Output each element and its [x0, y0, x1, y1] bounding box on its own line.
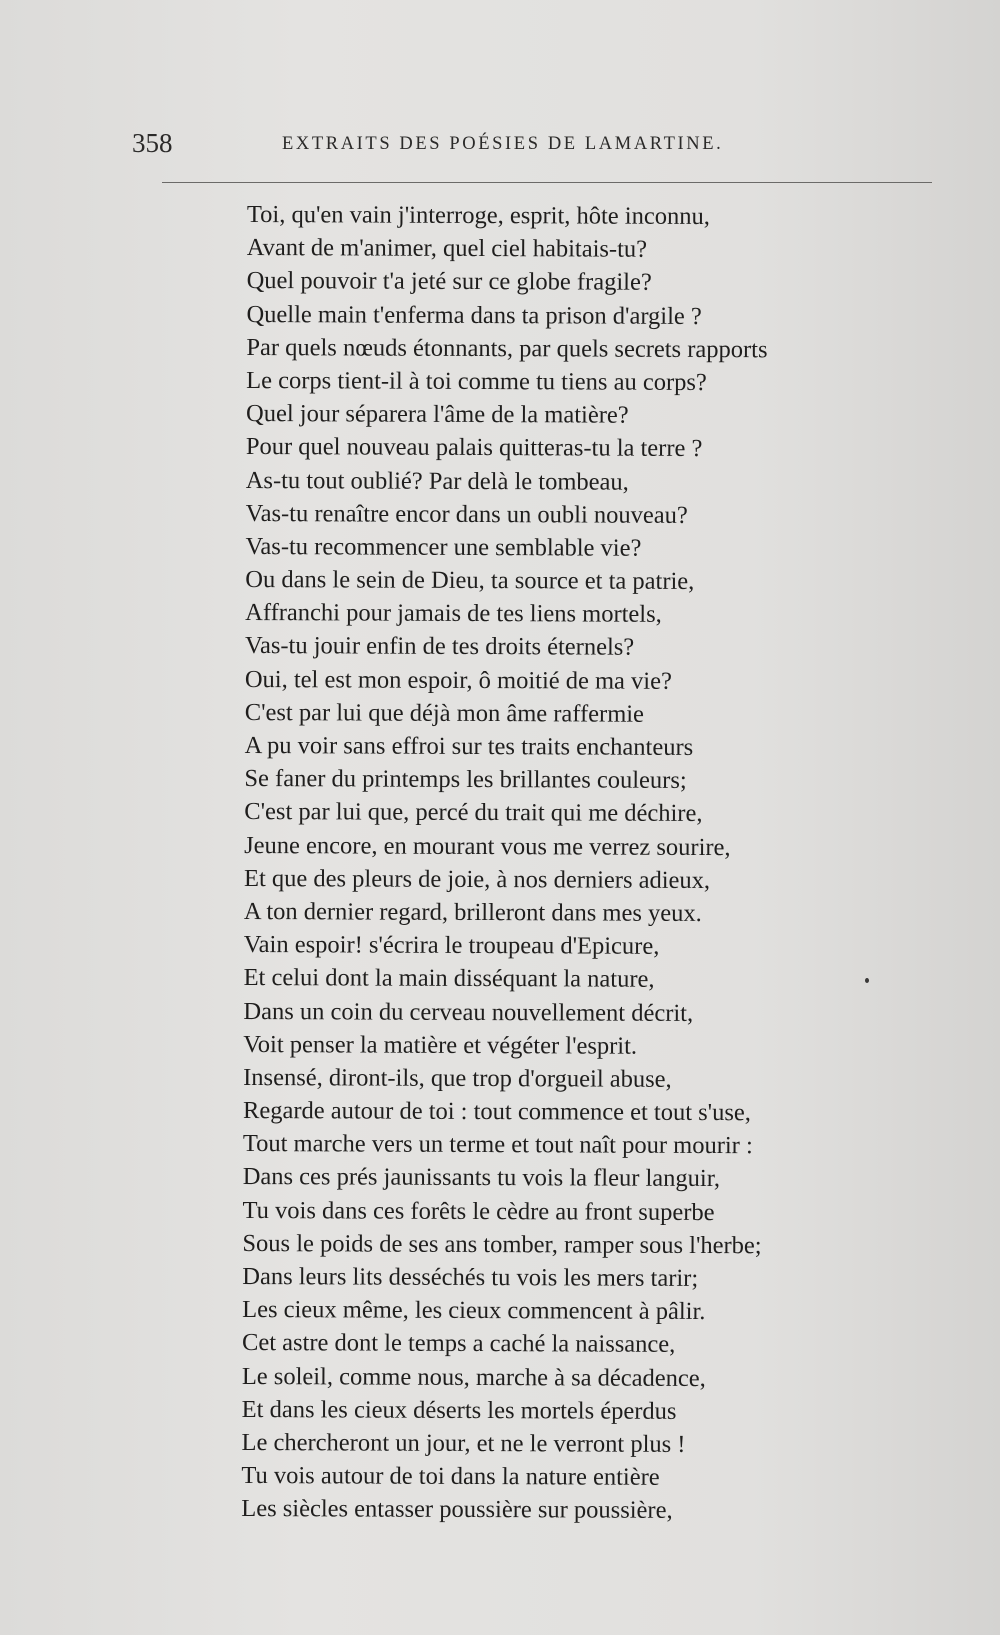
poem-line: Et dans les cieux déserts les mortels éperdus	[241, 1395, 677, 1425]
poem-line: Quel pouvoir t'a jeté sur ce globe fragile?	[246, 267, 652, 297]
poem-line: Ou dans le sein de Dieu, ta source et ta patrie,	[245, 566, 695, 596]
poem-line: Les cieux même, les cieux commencent à pâlir.	[242, 1296, 706, 1326]
poem-line: Toi, qu'en vain j'interroge, esprit, hôte inconnu,	[246, 200, 710, 231]
poem-line: Et celui dont la main disséquant la nature,	[243, 964, 655, 994]
poem-line: Quel jour séparera l'âme de la matière?	[246, 400, 629, 429]
running-title: EXTRAITS DES POÉSIES DE LAMARTINE.	[282, 134, 724, 154]
poem-line: Quelle main t'enferma dans ta prison d'argile ?	[246, 300, 702, 330]
poem-line: Le soleil, comme nous, marche à sa décadence,	[241, 1362, 706, 1392]
poem-line: Se faner du printemps les brillantes couleurs;	[244, 765, 687, 795]
header-rule	[162, 182, 932, 183]
poem-line: Avant de m'animer, quel ciel habitais-tu?	[246, 234, 648, 263]
page-number: 358	[132, 128, 173, 158]
poem-line: Vas-tu jouir enfin de tes droits éternels?	[244, 632, 635, 662]
poem-line: Tout marche vers un terme et tout naît pour mourir :	[242, 1130, 753, 1160]
poem-line: Voit penser la matière et végéter l'esprit.	[243, 1030, 638, 1060]
poem-line: Vain espoir! s'écrira le troupeau d'Epicure,	[243, 931, 660, 960]
poem-line: Sous le poids de ses ans tomber, ramper sous l'herbe;	[242, 1229, 762, 1260]
poem-line: Vas-tu renaître encor dans un oubli nouveau?	[245, 499, 688, 529]
poem-line: Le corps tient-il à toi comme tu tiens au corps?	[246, 366, 707, 396]
poem-line: Regarde autour de toi : tout commence et tout s'use,	[242, 1097, 751, 1127]
poem-line: Affranchi pour jamais de tes liens mortels,	[245, 599, 662, 629]
poem-line: Le chercheront un jour, et ne le verront plus !	[241, 1428, 686, 1458]
poem-line: Dans leurs lits desséchés tu vois les mers tarir;	[242, 1262, 699, 1292]
poem-line: Et que des pleurs de joie, à nos derniers adieux,	[243, 864, 711, 894]
poem-line: Vas-tu recommencer une semblable vie?	[245, 532, 642, 562]
poem-line: Dans un coin du cerveau nouvellement décrit,	[243, 997, 694, 1027]
poem-line: Tu vois autour de toi dans la nature entière	[241, 1462, 660, 1491]
poem-line: C'est par lui que déjà mon âme raffermie	[244, 698, 645, 728]
poem-line: A ton dernier regard, brilleront dans mes yeux.	[243, 897, 702, 927]
poem-line: Cet astre dont le temps a caché la naissance,	[241, 1329, 676, 1359]
poem-line: Tu vois dans ces forêts le cèdre au front superbe	[242, 1196, 715, 1226]
ink-speck	[865, 978, 869, 983]
poem-line: As-tu tout oublié? Par delà le tombeau,	[245, 466, 629, 496]
poem-line: Dans ces prés jaunissants tu vois la fleur languir,	[242, 1163, 721, 1193]
poem-line: Oui, tel est mon espoir, ô moitié de ma vie?	[244, 665, 672, 695]
poem-line: C'est par lui que, percé du trait qui me déchire,	[244, 798, 703, 828]
poem-line: Insensé, diront-ils, que trop d'orgueil abuse,	[243, 1063, 672, 1093]
page-header	[132, 128, 932, 168]
poem-line: Jeune encore, en mourant vous me verrez sourire,	[244, 831, 731, 861]
poem-line: Pour quel nouveau palais quitteras-tu la terre ?	[245, 433, 703, 463]
poem-line: A pu voir sans effroi sur tes traits enchanteurs	[244, 731, 694, 761]
poem-line: Les siècles entasser poussière sur poussière,	[241, 1495, 673, 1525]
poem-line: Par quels nœuds étonnants, par quels secrets rapports	[246, 333, 768, 364]
poem-text	[241, 198, 897, 1528]
